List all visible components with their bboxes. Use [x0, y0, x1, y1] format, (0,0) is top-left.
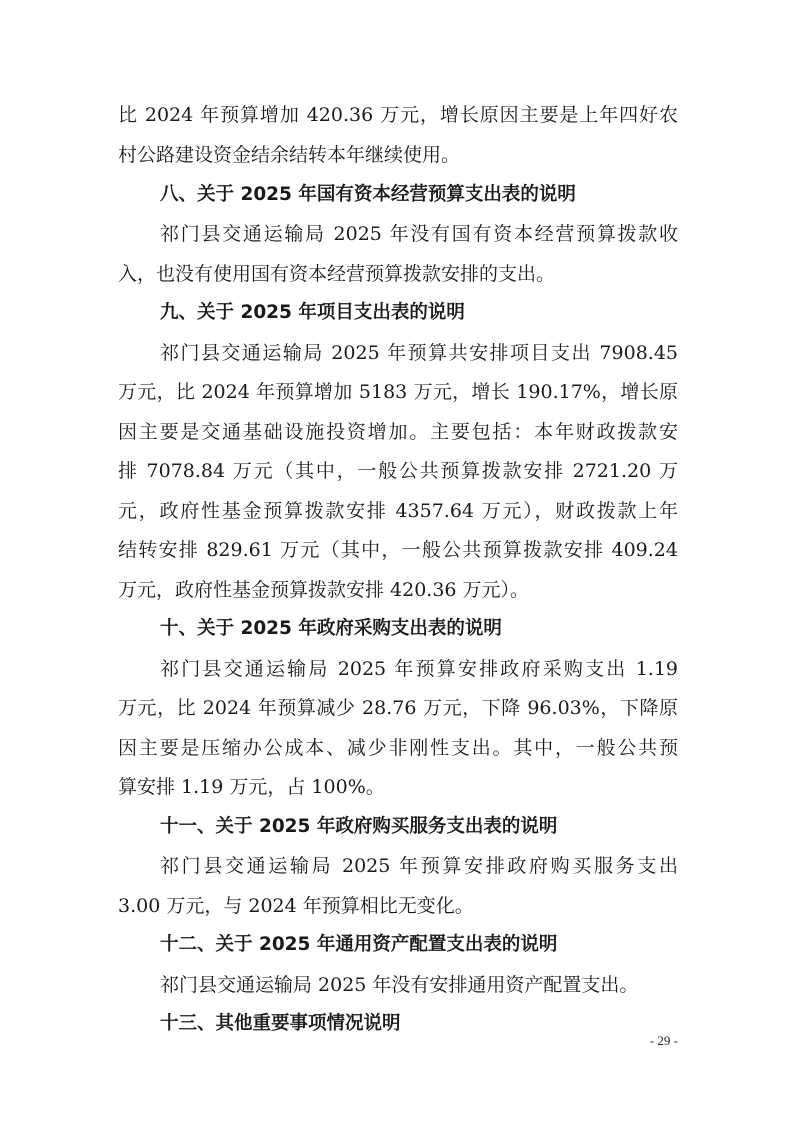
paragraph-line: 祁门县交通运输局 2025 年没有安排通用资产配置支出。: [160, 974, 639, 996]
paragraph-line: 结转安排 829.61 万元（其中，一般公共预算拨款安排 409.24: [118, 539, 678, 561]
paragraph-line: 万元，比 2024 年预算增加 5183 万元，增长 190.17%，增长原: [118, 381, 678, 403]
paragraph-line: 因主要是交通基础设施投资增加。主要包括：本年财政拨款安: [118, 421, 678, 443]
paragraph-line: 3.00 万元，与 2024 年预算相比无变化。: [118, 895, 474, 917]
page-number: - 29 -: [649, 1033, 678, 1048]
paragraph-line: 祁门县交通运输局 2025 年预算共安排项目支出 7908.45: [160, 342, 678, 364]
section-heading-12: 十二、关于 2025 年通用资产配置支出表的说明: [160, 934, 558, 955]
paragraph-line: 祁门县交通运输局 2025 年没有国有资本经营预算拨款收: [160, 223, 678, 245]
paragraph-line: 祁门县交通运输局 2025 年预算安排政府购买服务支出: [160, 855, 678, 877]
section-heading-8: 八、关于 2025 年国有资本经营预算支出表的说明: [160, 184, 576, 205]
paragraph-line: 入，也没有使用国有资本经营预算拨款安排的支出。: [118, 263, 556, 285]
paragraph-line: 祁门县交通运输局 2025 年预算安排政府采购支出 1.19: [160, 658, 678, 680]
paragraph-line: 元，政府性基金预算拨款安排 4357.64 万元），财政拨款上年: [118, 500, 678, 522]
paragraph-line: 算安排 1.19 万元，占 100%。: [118, 776, 385, 798]
paragraph-line: 万元，政府性基金预算拨款安排 420.36 万元）。: [118, 579, 530, 601]
section-heading-11: 十一、关于 2025 年政府购买服务支出表的说明: [160, 816, 558, 837]
paragraph-line: 万元，比 2024 年预算减少 28.76 万元，下降 96.03%，下降原: [118, 697, 678, 719]
paragraph-line: 因主要是压缩办公成本、减少非刚性支出。其中，一般公共预: [118, 737, 678, 759]
section-heading-10: 十、关于 2025 年政府采购支出表的说明: [160, 618, 502, 639]
paragraph-line: 比 2024 年预算增加 420.36 万元，增长原因主要是上年四好农: [118, 104, 678, 126]
paragraph-line: 村公路建设资金结余结转本年继续使用。: [118, 144, 461, 166]
section-heading-9: 九、关于 2025 年项目支出表的说明: [160, 302, 465, 323]
section-heading-13: 十三、其他重要事项情况说明: [160, 1013, 401, 1034]
paragraph-line: 排 7078.84 万元（其中，一般公共预算拨款安排 2721.20 万: [118, 460, 678, 482]
